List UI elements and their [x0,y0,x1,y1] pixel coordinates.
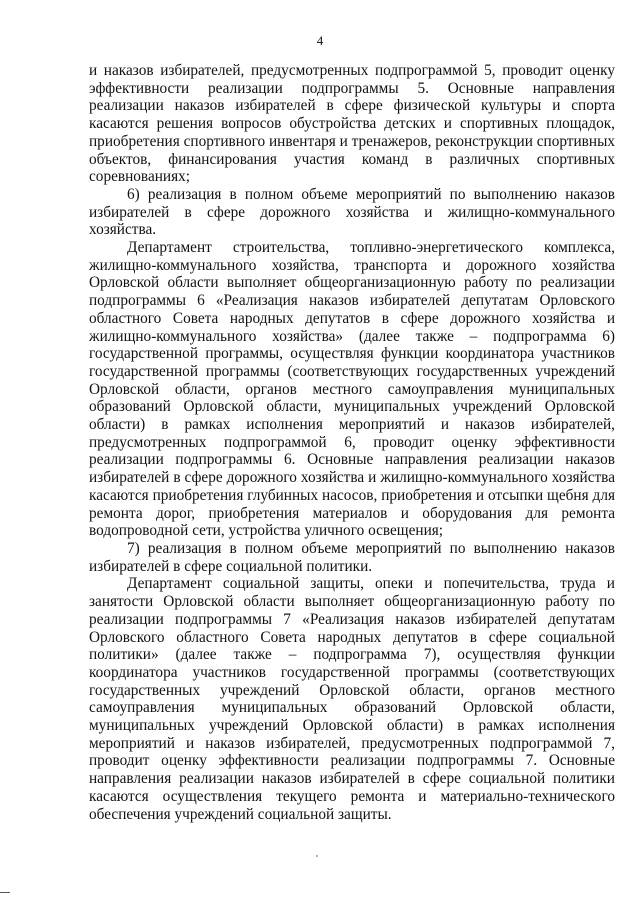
paragraph-continuation: и наказов избирателей, предусмотренных подпрограммой 5, проводит оценку эффективности реализации подпрограммы 5. Основные направления реализации наказов избирателей в сфере физической культуры и спорта касаются решения вопросов обустройства детских и спортивных площадок, приобретения спортивного инвентаря и тренажеров, реконструкции спортивных объектов, финансирования участия команд в различных спортивных соревнованиях; [89,62,616,186]
paragraph-department-social: Департамент социальной защиты, опеки и попечительства, труда и занятости Орловской области выполняет общеорганизационную работу по реализации подпрограммы 7 «Реализация наказов избирателей депутатам Орловского областного Совета народных депутатов в сфере социальной политики» (далее также – подпрограмма 7), осуществляя функции координатора участников государственной программы (соответствующих государственных учреждений Орловской области, органов местного самоуправления муниципальных образований Орловской области, муниципальных учреждений Орловской области) в рамках исполнения мероприятий и наказов избирателей, предусмотренных подпрограммой 7, проводит оценку эффективности реализации подпрограммы 7. Основные направления реализации наказов избирателей в сфере социальной политики касаются осуществления текущего ремонта и материально-технического обеспечения учреждений социальной защиты. [89,575,615,823]
margin-mark [0,892,10,893]
paragraph-item-6: 6) реализация в полном объеме мероприятий по выполнению наказов избирателей в сфере дорожного хозяйства и жилищно-коммунального хозяйства. [89,185,615,239]
page-number: 4 [316,33,324,48]
paragraph-item-7: 7) реализация в полном объеме мероприятий по выполнению наказов избирателей в сфере социальной политики. [89,539,615,575]
scan-speck [316,855,318,857]
document-body [89,62,615,823]
paragraph-department-construction: Департамент строительства, топливно-энергетического комплекса, жилищно-коммунального хозяйства, транспорта и дорожного хозяйства Орловской области выполняет общеорганизационную работу по реализации подпрограммы 6 «Реализация наказов избирателей депутатам Орловского областного Совета народных депутатов в сфере дорожного хозяйства и жилищно-коммунального хозяйства» (далее также – подпрограмма 6) государственной программы, осуществляя функции координатора участников государственной программы (соответствующих государственных учреждений Орловской области, органов местного самоуправления муниципальных образований Орловской области, муниципальных учреждений Орловской области) в рамках исполнения мероприятий и наказов избирателей, предусмотренных подпрограммой 6, проводит оценку эффективности реализации подпрограммы 6. Основные направления реализации наказов избирателей в сфере дорожного хозяйства и жилищно-коммунального хозяйства касаются приобретения глубинных насосов, приобретения и отсыпки щебня для ремонта дорог, приобретения материалов и оборудования для ремонта водопроводной сети, устройства уличного освещения; [89,239,615,540]
